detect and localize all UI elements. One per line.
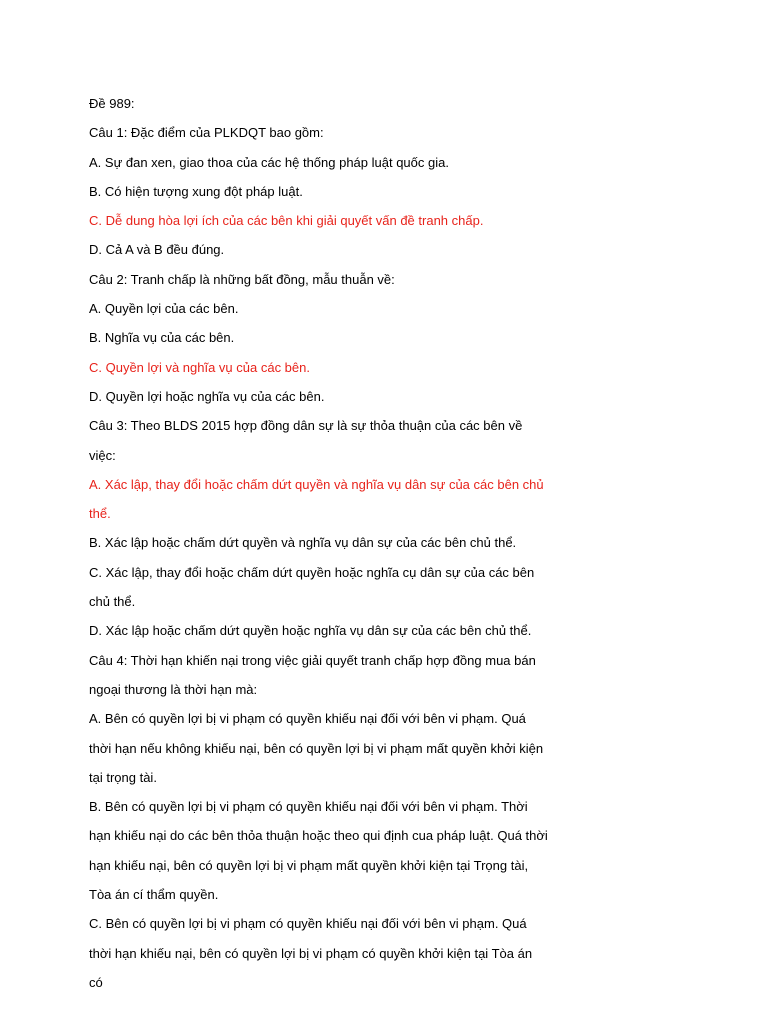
exam-title: Đề 989:: [89, 96, 135, 111]
option-3a-answer: A. Xác lập, thay đổi hoặc chấm dứt quyền và nghĩa vụ dân sự của các bên chủ thể.: [89, 476, 544, 522]
question-3: Câu 3: Theo BLDS 2015 hợp đồng dân sự là sự thỏa thuận của các bên về việc:: [89, 418, 523, 463]
option-1b: B. Có hiện tượng xung đột pháp luật.: [89, 183, 303, 199]
question-2: Câu 2: Tranh chấp là những bất đồng, mẫu thuẫn về:: [89, 271, 395, 287]
option-2a: A. Quyền lợi của các bên.: [89, 301, 239, 317]
option-4a: A. Bên có quyền lợi bị vi phạm có quyền khiếu nại đối với bên vi phạm. Quá thời hạn nếu không khiếu nại, bên có quyền lợi bị vi phạm mất quyền khởi kiện tại trọng tài.: [89, 711, 544, 785]
option-1c-answer: C. Dễ dung hòa lợi ích của các bên khi giải quyết vấn đề tranh chấp.: [89, 213, 484, 229]
question-1: Câu 1: Đặc điểm của PLKDQT bao gồm:: [89, 125, 324, 141]
option-1a: A. Sự đan xen, giao thoa của các hệ thống pháp luật quốc gia.: [89, 154, 449, 170]
option-4c: C. Bên có quyền lợi bị vi phạm có quyền khiếu nại đối với bên vi phạm. Quá thời hạn khiếu nại, bên có quyền lợi bị vi phạm có quyền khởi kiện tại Tòa án có: [89, 916, 533, 990]
option-1d: D. Cả A và B đều đúng.: [89, 242, 225, 258]
option-3c: C. Xác lập, thay đổi hoặc chấm dứt quyền hoặc nghĩa cụ dân sự của các bên chủ thể.: [89, 564, 535, 610]
option-2d: D. Quyền lợi hoặc nghĩa vụ của các bên.: [89, 388, 325, 404]
option-4b: B. Bên có quyền lợi bị vi phạm có quyền khiếu nại đối với bên vi phạm. Thời hạn khiếu nại do các bên thỏa thuận hoặc theo qui định cua pháp luật. Quá thời hạn khiếu nại, bên có quyền lợi bị vi phạm mất quyền khởi kiện tại Trọng tài, Tòa án cí thẩm quyền.: [89, 799, 548, 903]
option-2b: B. Nghĩa vụ của các bên.: [89, 330, 235, 346]
question-4: Câu 4: Thời hạn khiến nại trong việc giải quyết tranh chấp hợp đồng mua bán ngoại thương là thời hạn mà:: [89, 652, 536, 697]
option-3d: D. Xác lập hoặc chấm dứt quyền hoặc nghĩa vụ dân sự của các bên chủ thể.: [89, 623, 532, 639]
option-3b: B. Xác lập hoặc chấm dứt quyền và nghĩa vụ dân sự của các bên chủ thể.: [89, 535, 517, 551]
option-2c-answer: C. Quyền lợi và nghĩa vụ của các bên.: [89, 359, 310, 375]
document-body: [89, 89, 549, 997]
